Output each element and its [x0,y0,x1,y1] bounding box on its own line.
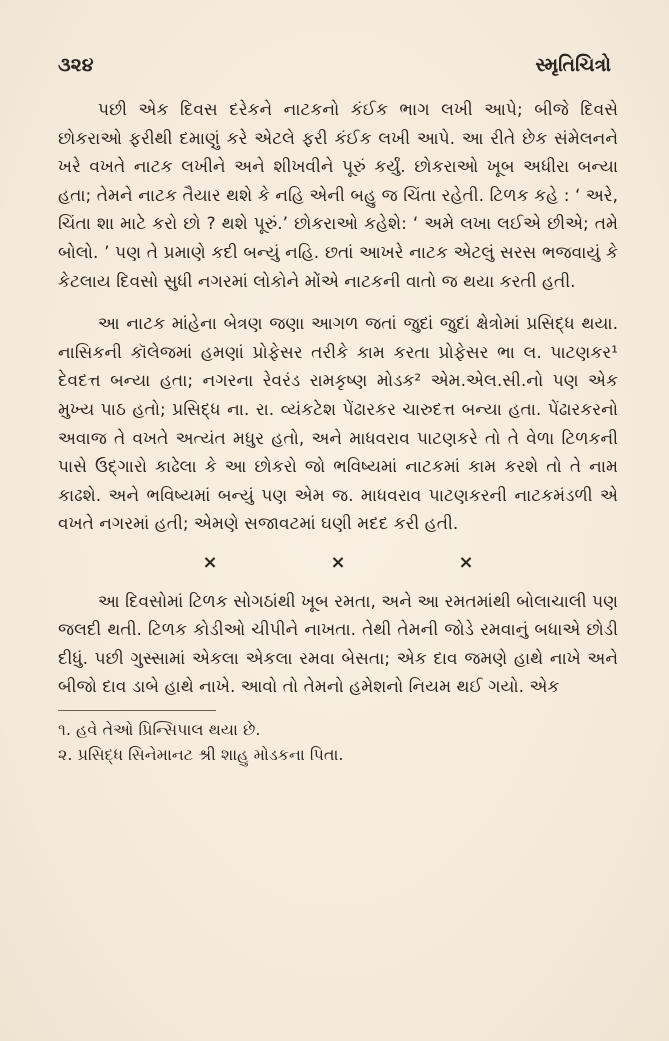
page-header [58,50,611,80]
separator-mark-2: × [330,551,346,573]
footnote-divider [58,710,216,711]
footnote-2: ૨. પ્રસિદ્ધ સિનેમાનટ શ્રી શાહુ મોડકના પિતા. [58,744,344,764]
paragraph-2: આ નાટક માંહેના બેત્રણ જણા આગળ જતાં જુદાં જુદાં ક્ષેત્રોમાં પ્રસિદ્ધ થયા. નાસિકની કૉલેજમાં હમણાં પ્રોફેસર તરીકે કામ કરતા પ્રોફેસર ભા લ. પાટણકર¹ દેવદત્ત બન્યા હતા; નગરના રેવરંડ રામકૃષ્ણ મોડક² એમ.એલ.સી.નો પણ એક મુખ્ય પાઠ હતો; પ્રસિદ્ધ ના. રા. વ્યંકટેશ પેંઢારકર ચારુદત્ત બન્યા હતા. પેંઢારકરનો અવાજ તે વખતે અત્યંત મધુર હતો, અને માધવરાવ પાટણકરે તો તે વેળા ટિળકની પાસે ઉદ્ગારો કાઢેલા કે આ છોકરો જો ભવિષ્યમાં નાટકમાં કામ કરશે તો તે નામ કાઢશે. અને ભવિષ્યમાં બન્યું પણ એમ જ. માધવરાવ પાટણકરની નાટકમંડળી એ વખતે નગરમાં હતી; એમણે સજાવટમાં ઘણી મદદ કરી હતી. [58,314,618,535]
separator-mark-1: × [202,551,218,573]
footnote-1: ૧. હવે તેઓ પ્રિન્સિપાલ થયા છે. [58,719,261,739]
page-body [58,96,618,767]
page-number: ૩૨૪ [58,54,94,76]
footnotes [58,717,618,767]
paragraph-3: આ દિવસોમાં ટિળક સોગઠાંથી ખૂબ રમતા, અને આ રમતમાંથી બોલાચાલી પણ જલદી થતી. ટિળક કોડીઓ ચીપીને નાખતા. તેથી તેમની જોડે રમવાનું બધાએ છોડી દીધું. પછી ગુસ્સામાં એકલા એકલા રમવા બેસતા; એક દાવ જમણે હાથે નાખે અને બીજો દાવ ડાબે હાથે નાખે. આવો તો તેમનો હમેશનો નિયમ થઈ ગયો. એક [58,591,618,698]
running-title: સ્મૃતિચિત્રો [535,54,611,76]
section-separator [58,549,618,578]
paragraph-1: પછી એક દિવસ દરેકને નાટકનો કંઈક ભાગ લખી આપે; બીજે દિવસે છોકરાઓ ફરીથી દમાણું કરે એટલે ફરી કંઈક લખી આપે. આ રીતે છેક સંમેલનને ખરે વખતે નાટક લખીને અને શીખવીને પૂરું કર્યું. છોકરાઓ ખૂબ અધીરા બન્યા હતા; તેમને નાટક તૈયાર થશે કે નહિ એની બહુ જ ચિંતા રહેતી. ટિળક કહે : ‘ અરે, ચિંતા શા માટે કરો છો ? થશે પૂરું.’ છોકરાઓ કહેશે: ‘ અમે લખા લઈએ છીએ; તમે બોલો. ’ પણ તે પ્રમાણે કદી બન્યું નહિ. છતાં આખરે નાટક એટલું સરસ ભજવાયું કે કેટલાય દિવસો સુધી નગરમાં લોકોને મોંએ નાટકની વાતો જ થયા કરતી હતી. [58,100,618,292]
separator-mark-3: × [458,551,474,573]
